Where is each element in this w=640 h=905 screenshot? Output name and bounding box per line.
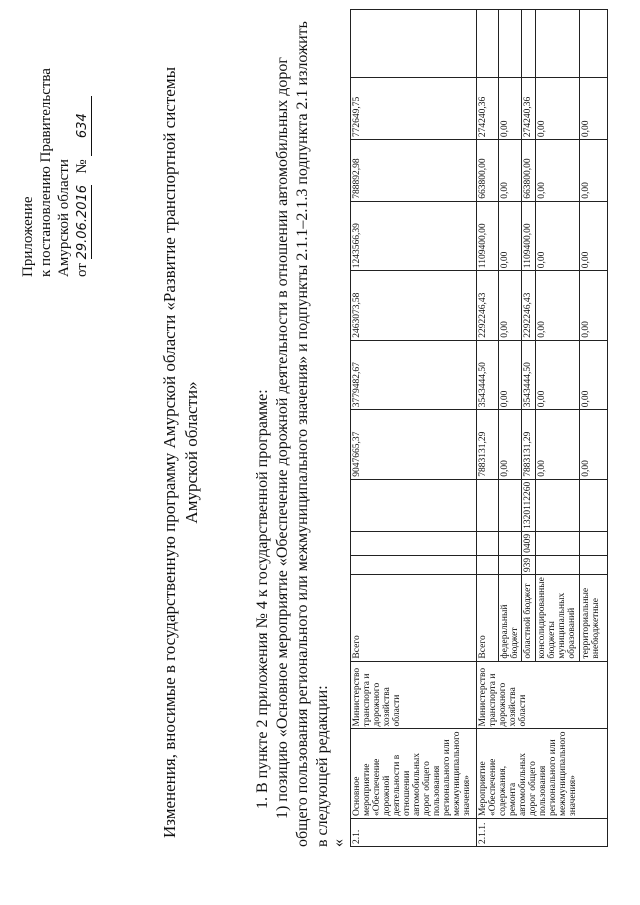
activity-name: Основное мероприятие «Обеспечение дорожной деятельности в отношении автомобильных дорог общего пользования регионального или межмуниципального значения» — [351, 729, 477, 819]
document-title-line-1: Изменения, вносимые в государственную программу Амурской области «Развитие транспортной системы — [160, 66, 179, 839]
funding-source: Всего — [477, 575, 499, 661]
appendix-line-2: к постановлению Правительства — [38, 68, 54, 277]
rz-cell: 0409 — [522, 531, 536, 555]
number-value: 634 — [74, 96, 92, 156]
funding-source: территориальные внебюджетные — [580, 575, 608, 661]
year-value-1: 0,00 — [536, 340, 580, 410]
empty-cell — [536, 10, 580, 79]
program-table — [350, 9, 608, 847]
paragraph-2-line-3: в следующей редакции: — [314, 685, 331, 847]
year-value-1: 0,00 — [580, 340, 608, 410]
cs-cell — [499, 479, 522, 531]
activity-name: Мероприятие «Обеспечение содержания, ремонта автомобильных дорог общего пользования регионального или межмуниципального значения» — [477, 729, 608, 819]
year-value-4: 788892,98 — [351, 140, 477, 202]
rz-cell — [351, 531, 477, 555]
funding-source: консолидированные бюджеты муниципальных образований — [536, 575, 580, 661]
year-value-2: 0,00 — [499, 271, 522, 341]
rz-cell — [477, 531, 499, 555]
row-number: 2.1.1. — [477, 819, 608, 847]
appendix-line-1: Приложение — [20, 196, 36, 277]
year-value-3: 1109400,00 — [522, 201, 536, 271]
total-value: 0,00 — [499, 410, 522, 480]
total-value: 0,00 — [580, 410, 608, 480]
total-value: 7883131,29 — [522, 410, 536, 480]
open-quote: « — [330, 839, 347, 847]
grbs-cell — [580, 555, 608, 574]
year-value-4: 663800,00 — [522, 140, 536, 202]
paragraph-2-line-2: общего пользования регионального или межмуниципального значения» и подпункты 2.1.1–2.1.3 подпункта 2.1 изложить — [294, 21, 311, 847]
empty-cell — [499, 10, 522, 79]
cs-cell — [351, 479, 477, 531]
year-value-5: 0,00 — [580, 78, 608, 140]
executor: Министерство транспорта и дорожного хозяйства области — [351, 661, 477, 729]
year-value-3: 0,00 — [499, 201, 522, 271]
year-value-5: 772649,75 — [351, 78, 477, 140]
executor: Министерство транспорта и дорожного хозяйства области — [477, 661, 608, 729]
year-value-5: 0,00 — [536, 78, 580, 140]
year-value-2: 2463073,58 — [351, 271, 477, 341]
date-prefix: от — [74, 263, 90, 277]
year-value-2: 0,00 — [580, 271, 608, 341]
row-number: 2.1. — [351, 819, 477, 847]
funding-source: областной бюджет — [522, 575, 536, 661]
year-value-3: 1109400,00 — [477, 201, 499, 271]
total-value: 9047665,37 — [351, 410, 477, 480]
funding-source: Всего — [351, 575, 477, 661]
year-value-1: 3543444,50 — [477, 340, 499, 410]
funding-source: федеральный бюджет — [499, 575, 522, 661]
appendix-date-line — [74, 96, 92, 277]
year-value-4: 0,00 — [580, 140, 608, 202]
empty-cell — [477, 10, 499, 79]
date-value: 29.06.2016 — [75, 184, 90, 260]
cs-cell — [477, 479, 499, 531]
empty-cell — [580, 10, 608, 79]
year-value-3: 1243566,39 — [351, 201, 477, 271]
total-value: 0,00 — [536, 410, 580, 480]
year-value-5: 0,00 — [499, 78, 522, 140]
cs-cell — [580, 479, 608, 531]
grbs-cell — [477, 555, 499, 574]
number-prefix: № — [74, 159, 90, 174]
grbs-cell — [536, 555, 580, 574]
grbs-cell — [351, 555, 477, 574]
year-value-1: 3779482,67 — [351, 340, 477, 410]
year-value-4: 663800,00 — [477, 140, 499, 202]
year-value-4: 0,00 — [536, 140, 580, 202]
paragraph-1: 1. В пункте 2 приложения № 4 к государственной программе: — [254, 389, 271, 809]
paragraph-2-line-1: 1) позицию «Основное мероприятие «Обеспечение дорожной деятельности в отношении автомобильных дорог — [274, 57, 291, 819]
year-value-2: 2292246,43 — [477, 271, 499, 341]
total-value: 7883131,29 — [477, 410, 499, 480]
empty-cell — [351, 10, 477, 79]
rz-cell — [499, 531, 522, 555]
grbs-cell: 939 — [522, 555, 536, 574]
table-row — [351, 10, 477, 847]
year-value-5: 274240,36 — [522, 78, 536, 140]
year-value-2: 0,00 — [536, 271, 580, 341]
document-title-line-2: Амурской области» — [182, 381, 201, 524]
appendix-line-3: Амурской области — [56, 159, 72, 277]
year-value-3: 0,00 — [580, 201, 608, 271]
empty-cell — [522, 10, 536, 79]
cs-cell — [536, 479, 580, 531]
table-row — [477, 10, 499, 847]
cs-cell: 1320112260 — [522, 479, 536, 531]
grbs-cell — [499, 555, 522, 574]
year-value-2: 2292246,43 — [522, 271, 536, 341]
rz-cell — [580, 531, 608, 555]
year-value-5: 274240,36 — [477, 78, 499, 140]
rz-cell — [536, 531, 580, 555]
year-value-4: 0,00 — [499, 140, 522, 202]
year-value-3: 0,00 — [536, 201, 580, 271]
year-value-1: 3543444,50 — [522, 340, 536, 410]
year-value-1: 0,00 — [499, 340, 522, 410]
